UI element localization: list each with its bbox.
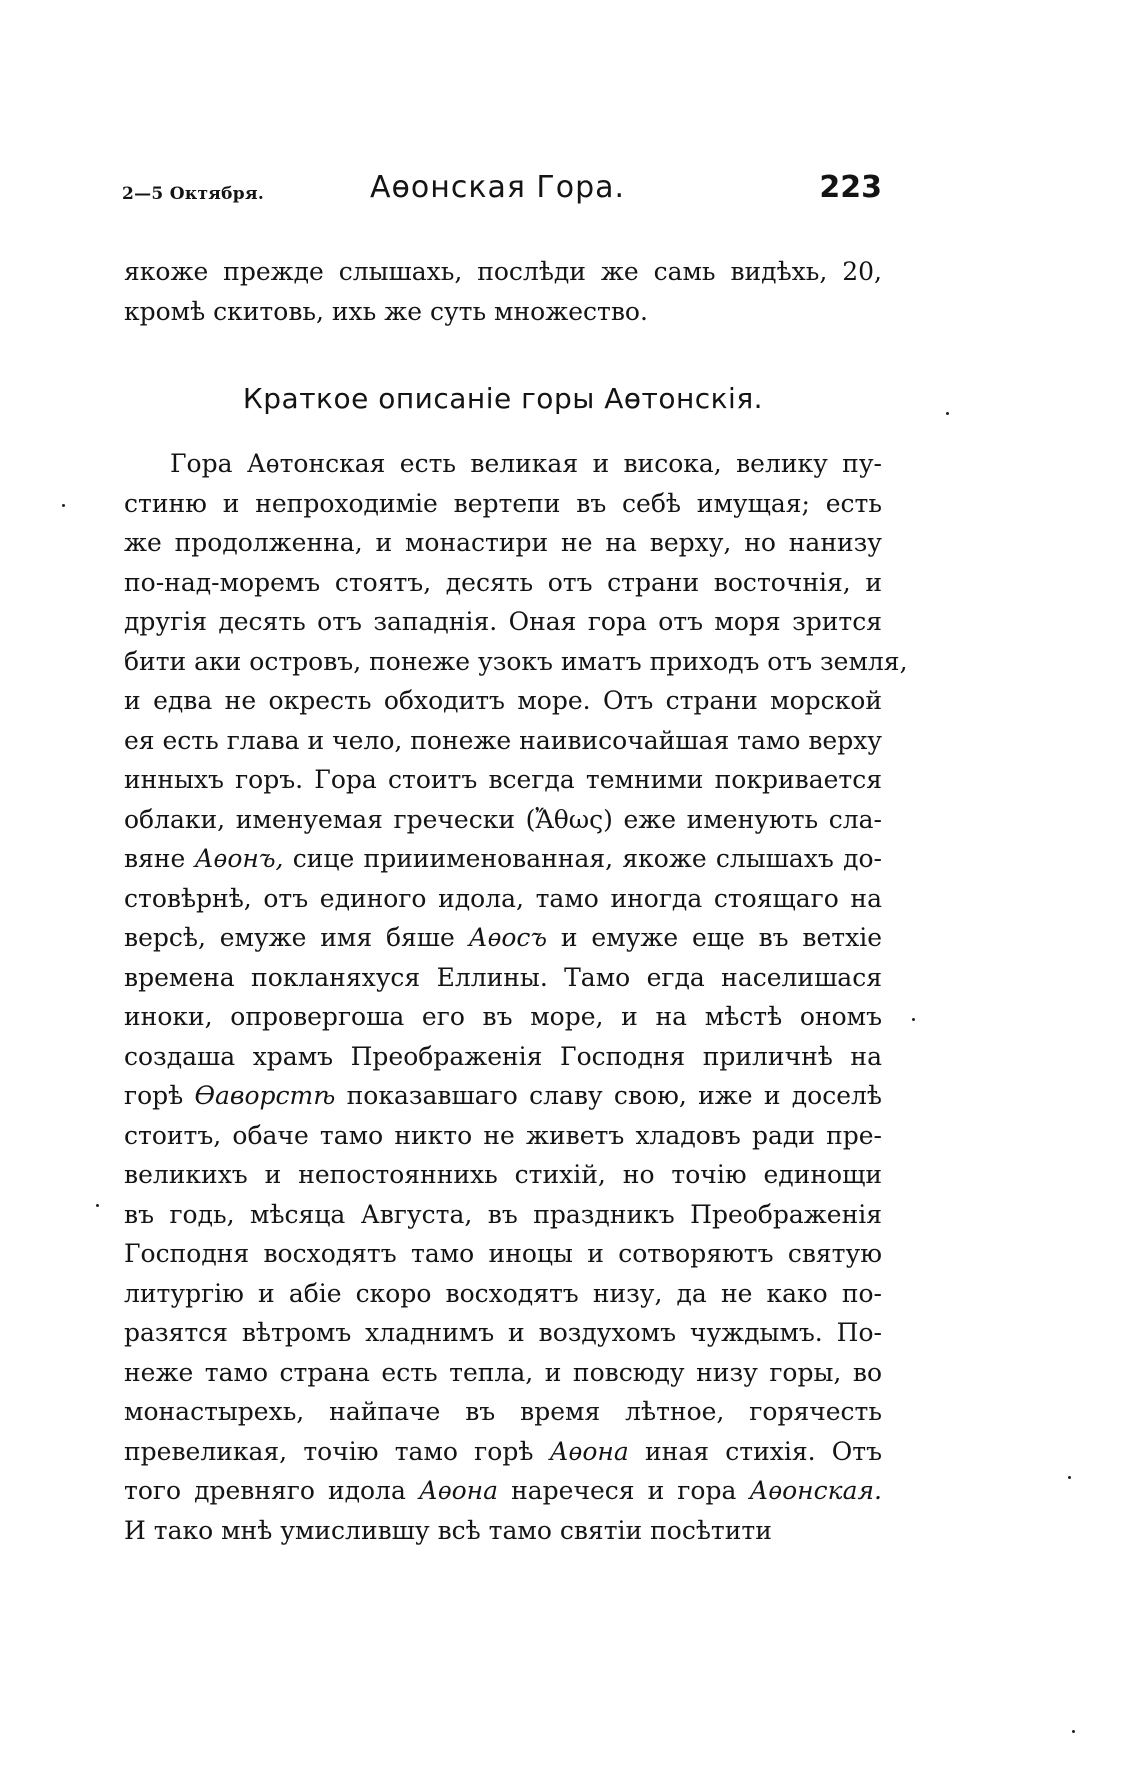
text-line (124, 1511, 882, 1551)
italic-term: Ѳаворстѣ (194, 1081, 336, 1110)
text-segment: показавшаго славу свою, иже и доселѣ (335, 1081, 882, 1110)
print-speck (946, 412, 949, 415)
text-line (124, 1471, 882, 1511)
text-segment: вяне (124, 844, 195, 873)
text-line (124, 839, 882, 879)
text-segment: разятся вѣтромъ хладнимъ и воздухомъ чуждымъ. По- (124, 1318, 882, 1347)
text-line (124, 1392, 882, 1432)
text-segment: того древняго идола (124, 1476, 419, 1505)
text-segment: версѣ, емуже имя бяше (124, 923, 469, 952)
text-line (124, 958, 882, 998)
text-line (124, 602, 882, 642)
text-segment: иная стихія. Отъ (628, 1436, 882, 1466)
text-line (124, 1037, 882, 1077)
text-segment: стоитъ, обаче тамо никто не живетъ хладовъ ради пре- (124, 1120, 882, 1150)
text-segment: иноки, опровергоша его въ море, и на мѣстѣ ономъ (124, 1002, 882, 1031)
text-segment: облаки, именуемая гречески (Ἄθως) еже именують сла- (124, 804, 882, 834)
text-line (124, 1234, 882, 1274)
text-line (124, 879, 882, 919)
text-line (124, 760, 882, 800)
text-line (124, 681, 882, 721)
header-date-range: 2—5 Октября. (122, 184, 265, 204)
header-running-title: Аѳонская Гора. (370, 170, 626, 205)
main-paragraph (124, 444, 908, 1550)
text-segment: И тако мнѣ умислившу всѣ тамо святіи посѣтити (124, 1515, 772, 1545)
text-line (124, 721, 882, 761)
section-heading: Краткое описаніе горы Аѳтонскія. (242, 382, 764, 415)
print-speck (1072, 1730, 1075, 1733)
text-segment: Господня восходятъ тамо иноцы и сотворяютъ святую (124, 1239, 882, 1268)
text-line (124, 1353, 882, 1393)
text-line (124, 444, 882, 484)
italic-term: Аѳосъ (468, 923, 548, 952)
text-segment: по-над-моремъ стоятъ, десять отъ страни восточнія, и (124, 567, 882, 597)
text-line (124, 563, 882, 603)
text-segment: Гора Аѳтонская есть великая и висока, велику пу- (170, 449, 882, 478)
page-number: 223 (819, 170, 882, 205)
print-speck (912, 1018, 915, 1021)
text-line (124, 918, 882, 958)
text-segment: инныхъ горъ. Гора стоитъ всегда темними покривается (124, 765, 882, 794)
text-segment: неже тамо страна есть тепла, и повсюду низу горы, во (124, 1357, 882, 1387)
text-line (124, 1432, 882, 1472)
text-line (124, 1116, 882, 1156)
text-segment: превеликая, точію тамо горѣ (124, 1436, 550, 1466)
text-segment: и едва не окресть обходитъ море. Отъ страни морской (124, 686, 882, 715)
print-speck (1068, 1476, 1071, 1479)
italic-term: Аѳонская. (749, 1476, 882, 1505)
text-line (124, 1195, 882, 1235)
text-segment: стовѣрнѣ, отъ единого идола, тамо иногда стоящаго на (124, 883, 882, 913)
text-segment: и емуже еще въ ветхіе (547, 923, 882, 952)
text-line (124, 523, 882, 563)
text-line: якоже прежде слышахь, послѣди же самь видѣхь, 20, (124, 257, 882, 286)
text-segment: наречеся и гора (498, 1476, 750, 1505)
text-segment: литургію и абіе скоро восходятъ низу, да не како по- (124, 1278, 882, 1308)
text-segment: времена покланяхуся Еллины. Тамо егда населишася (124, 962, 882, 992)
text-line (124, 1155, 882, 1195)
text-line (124, 484, 882, 524)
print-speck (96, 1204, 99, 1207)
text-line (124, 1076, 882, 1116)
text-line (124, 1313, 882, 1353)
text-line: кромѣ скитовь, ихь же суть множество. (124, 296, 648, 326)
italic-term: Аѳона (549, 1436, 629, 1466)
text-segment: создаша храмъ Преображенія Господня приличнѣ на (124, 1041, 882, 1071)
text-segment: горѣ (124, 1081, 195, 1110)
print-speck (62, 504, 65, 507)
text-line (124, 800, 882, 840)
text-line (124, 1274, 882, 1314)
continuation-paragraph (124, 252, 882, 331)
text-segment: другія десять отъ западнія. Оная гора отъ моря зрится (124, 607, 882, 636)
text-line (124, 997, 882, 1037)
text-segment: великихъ и непостоянниxь стихій, но точію единощи (124, 1160, 882, 1189)
text-segment: въ годь, мѣсяца Августа, въ праздникъ Преображенія (124, 1199, 882, 1229)
text-segment: монастырехь, найпаче въ время лѣтное, горячесть (124, 1397, 882, 1426)
text-segment: бити аки островъ, понеже узокъ иматъ приходъ отъ земля, (124, 646, 908, 676)
text-segment: сице прииименованная, якоже слышахъ до- (283, 844, 882, 873)
running-header (122, 168, 882, 218)
text-segment: ея есть глава и чело, понеже наивисочайшая тамо верху (124, 725, 883, 755)
italic-term: Аѳона (418, 1476, 499, 1505)
text-segment: стиню и непроходиміе вертепи въ себѣ имущая; есть (124, 488, 882, 518)
text-line (124, 642, 908, 682)
italic-term: Аѳонъ, (194, 844, 284, 873)
text-segment: же продолженна, и монастири не на верху, но нанизу (124, 528, 882, 557)
